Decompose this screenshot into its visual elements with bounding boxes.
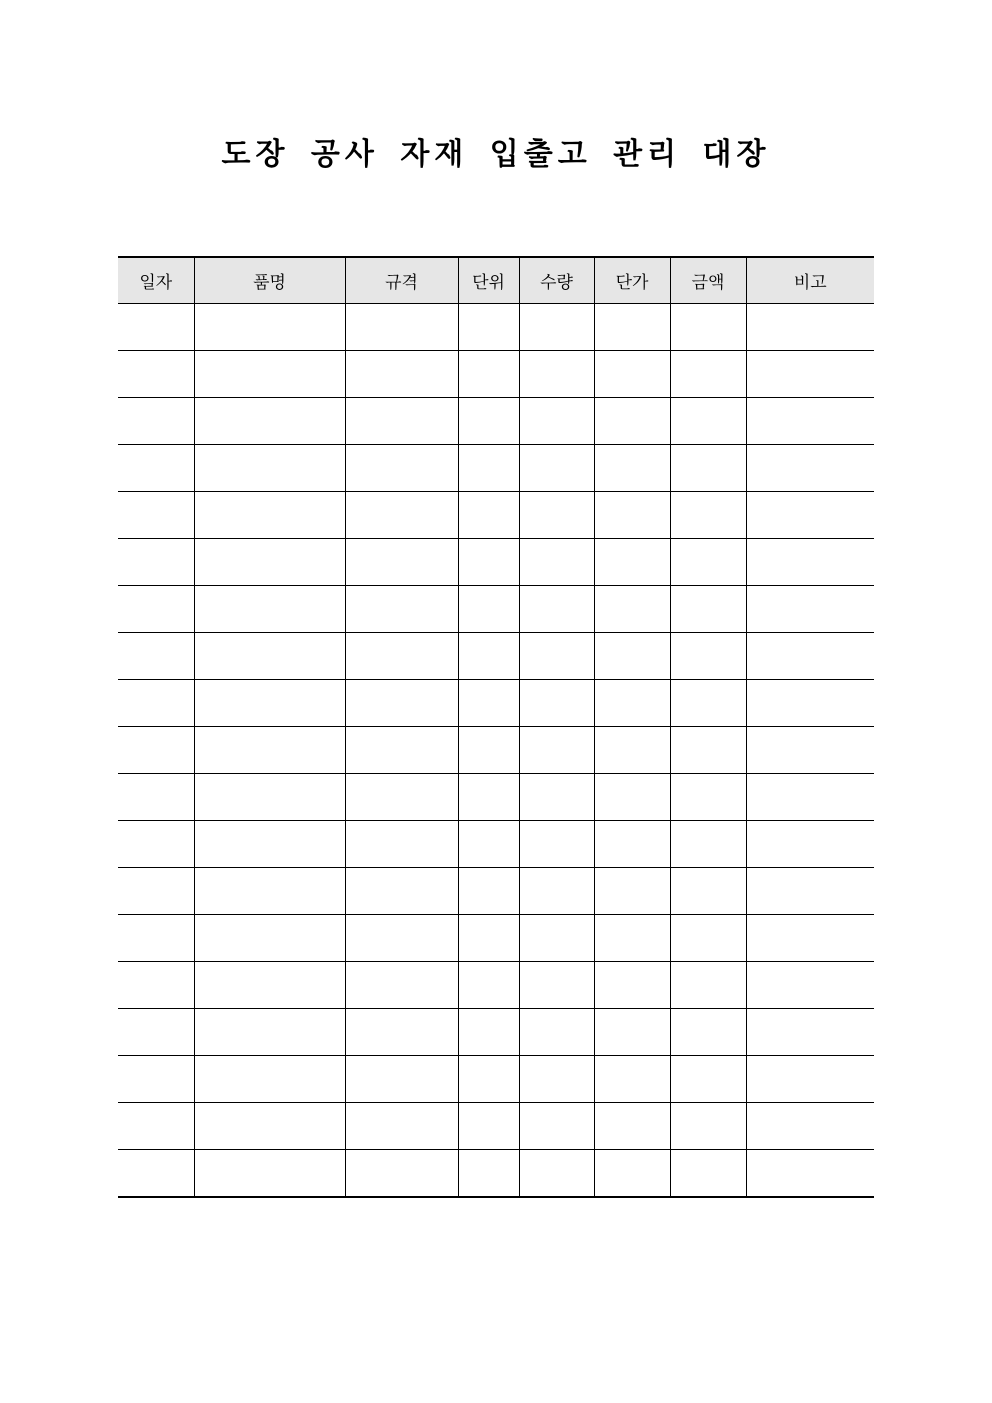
column-header-remarks: 비고 — [746, 257, 874, 304]
cell-item-name[interactable] — [194, 398, 345, 445]
column-header-quantity: 수량 — [519, 257, 594, 304]
cell-remarks[interactable] — [746, 821, 874, 868]
cell-quantity[interactable] — [519, 680, 594, 727]
cell-quantity[interactable] — [519, 774, 594, 821]
table-row — [118, 445, 874, 492]
table-row — [118, 962, 874, 1009]
table-row — [118, 1009, 874, 1056]
cell-date[interactable] — [118, 1009, 194, 1056]
cell-date[interactable] — [118, 492, 194, 539]
cell-date[interactable] — [118, 680, 194, 727]
cell-amount[interactable] — [670, 586, 746, 633]
cell-specification[interactable] — [345, 727, 458, 774]
cell-date[interactable] — [118, 868, 194, 915]
cell-date[interactable] — [118, 586, 194, 633]
cell-unit-price[interactable] — [594, 304, 670, 351]
cell-item-name[interactable] — [194, 586, 345, 633]
cell-remarks[interactable] — [746, 633, 874, 680]
cell-quantity[interactable] — [519, 868, 594, 915]
cell-remarks[interactable] — [746, 492, 874, 539]
cell-item-name[interactable] — [194, 821, 345, 868]
cell-remarks[interactable] — [746, 962, 874, 1009]
cell-unit[interactable] — [458, 586, 519, 633]
table-row — [118, 1103, 874, 1150]
cell-specification[interactable] — [345, 680, 458, 727]
cell-quantity[interactable] — [519, 727, 594, 774]
cell-quantity[interactable] — [519, 962, 594, 1009]
table-row — [118, 304, 874, 351]
table-row — [118, 1056, 874, 1103]
cell-unit-price[interactable] — [594, 774, 670, 821]
cell-unit[interactable] — [458, 868, 519, 915]
page-title: 도장 공사 자재 입출고 관리 대장 — [221, 137, 771, 172]
cell-item-name[interactable] — [194, 1103, 345, 1150]
cell-unit-price[interactable] — [594, 868, 670, 915]
cell-date[interactable] — [118, 1056, 194, 1103]
cell-quantity[interactable] — [519, 915, 594, 962]
cell-date[interactable] — [118, 351, 194, 398]
cell-specification[interactable] — [345, 633, 458, 680]
cell-specification[interactable] — [345, 445, 458, 492]
table-row — [118, 680, 874, 727]
cell-unit-price[interactable] — [594, 962, 670, 1009]
cell-remarks[interactable] — [746, 586, 874, 633]
cell-amount[interactable] — [670, 915, 746, 962]
cell-unit[interactable] — [458, 915, 519, 962]
cell-amount[interactable] — [670, 633, 746, 680]
cell-specification[interactable] — [345, 868, 458, 915]
cell-unit-price[interactable] — [594, 1009, 670, 1056]
cell-quantity[interactable] — [519, 1150, 594, 1198]
cell-unit[interactable] — [458, 304, 519, 351]
cell-unit[interactable] — [458, 962, 519, 1009]
cell-quantity[interactable] — [519, 539, 594, 586]
cell-date[interactable] — [118, 445, 194, 492]
cell-date[interactable] — [118, 915, 194, 962]
cell-amount[interactable] — [670, 398, 746, 445]
cell-item-name[interactable] — [194, 633, 345, 680]
cell-unit-price[interactable] — [594, 351, 670, 398]
cell-specification[interactable] — [345, 1150, 458, 1198]
cell-quantity[interactable] — [519, 1103, 594, 1150]
cell-amount[interactable] — [670, 492, 746, 539]
table-row — [118, 398, 874, 445]
cell-amount[interactable] — [670, 774, 746, 821]
cell-date[interactable] — [118, 1103, 194, 1150]
cell-unit[interactable] — [458, 680, 519, 727]
cell-unit-price[interactable] — [594, 680, 670, 727]
cell-specification[interactable] — [345, 774, 458, 821]
cell-unit-price[interactable] — [594, 445, 670, 492]
cell-item-name[interactable] — [194, 774, 345, 821]
cell-quantity[interactable] — [519, 351, 594, 398]
cell-unit[interactable] — [458, 1056, 519, 1103]
cell-amount[interactable] — [670, 1103, 746, 1150]
cell-unit-price[interactable] — [594, 398, 670, 445]
cell-remarks[interactable] — [746, 1103, 874, 1150]
cell-quantity[interactable] — [519, 1009, 594, 1056]
cell-unit[interactable] — [458, 539, 519, 586]
cell-amount[interactable] — [670, 445, 746, 492]
cell-date[interactable] — [118, 727, 194, 774]
cell-amount[interactable] — [670, 680, 746, 727]
column-header-item-name: 품명 — [194, 257, 345, 304]
cell-quantity[interactable] — [519, 445, 594, 492]
cell-specification[interactable] — [345, 398, 458, 445]
cell-specification[interactable] — [345, 492, 458, 539]
cell-specification[interactable] — [345, 304, 458, 351]
cell-amount[interactable] — [670, 304, 746, 351]
cell-quantity[interactable] — [519, 821, 594, 868]
cell-item-name[interactable] — [194, 1150, 345, 1198]
cell-amount[interactable] — [670, 1150, 746, 1198]
cell-specification[interactable] — [345, 351, 458, 398]
cell-item-name[interactable] — [194, 915, 345, 962]
cell-remarks[interactable] — [746, 351, 874, 398]
cell-unit-price[interactable] — [594, 586, 670, 633]
cell-remarks[interactable] — [746, 774, 874, 821]
table-row — [118, 351, 874, 398]
cell-unit-price[interactable] — [594, 1150, 670, 1198]
cell-item-name[interactable] — [194, 1056, 345, 1103]
cell-specification[interactable] — [345, 915, 458, 962]
cell-date[interactable] — [118, 962, 194, 1009]
column-header-specification: 규격 — [345, 257, 458, 304]
cell-unit[interactable] — [458, 351, 519, 398]
table-row — [118, 915, 874, 962]
cell-item-name[interactable] — [194, 680, 345, 727]
cell-quantity[interactable] — [519, 586, 594, 633]
cell-amount[interactable] — [670, 962, 746, 1009]
cell-unit[interactable] — [458, 774, 519, 821]
cell-unit[interactable] — [458, 727, 519, 774]
cell-amount[interactable] — [670, 1009, 746, 1056]
header-row — [118, 257, 874, 304]
table-row — [118, 821, 874, 868]
cell-specification[interactable] — [345, 1103, 458, 1150]
cell-item-name[interactable] — [194, 727, 345, 774]
cell-unit[interactable] — [458, 398, 519, 445]
column-header-amount: 금액 — [670, 257, 746, 304]
cell-unit-price[interactable] — [594, 539, 670, 586]
cell-unit-price[interactable] — [594, 492, 670, 539]
cell-amount[interactable] — [670, 868, 746, 915]
cell-unit[interactable] — [458, 492, 519, 539]
cell-amount[interactable] — [670, 821, 746, 868]
cell-amount[interactable] — [670, 539, 746, 586]
table-row — [118, 492, 874, 539]
cell-remarks[interactable] — [746, 727, 874, 774]
table-row — [118, 727, 874, 774]
cell-item-name[interactable] — [194, 868, 345, 915]
cell-unit[interactable] — [458, 1150, 519, 1198]
table-row — [118, 774, 874, 821]
cell-amount[interactable] — [670, 1056, 746, 1103]
column-header-unit-price: 단가 — [594, 257, 670, 304]
cell-quantity[interactable] — [519, 304, 594, 351]
cell-item-name[interactable] — [194, 962, 345, 1009]
cell-unit-price[interactable] — [594, 821, 670, 868]
cell-unit-price[interactable] — [594, 915, 670, 962]
table-row — [118, 1150, 874, 1198]
cell-amount[interactable] — [670, 727, 746, 774]
cell-specification[interactable] — [345, 821, 458, 868]
cell-unit[interactable] — [458, 821, 519, 868]
cell-specification[interactable] — [345, 539, 458, 586]
cell-date[interactable] — [118, 304, 194, 351]
cell-unit[interactable] — [458, 445, 519, 492]
cell-unit-price[interactable] — [594, 727, 670, 774]
cell-unit[interactable] — [458, 1009, 519, 1056]
cell-remarks[interactable] — [746, 868, 874, 915]
column-header-unit: 단위 — [458, 257, 519, 304]
cell-remarks[interactable] — [746, 445, 874, 492]
cell-date[interactable] — [118, 398, 194, 445]
cell-remarks[interactable] — [746, 304, 874, 351]
cell-amount[interactable] — [670, 351, 746, 398]
table-row — [118, 586, 874, 633]
ledger-table — [118, 256, 874, 1198]
cell-date[interactable] — [118, 821, 194, 868]
cell-item-name[interactable] — [194, 492, 345, 539]
cell-quantity[interactable] — [519, 1056, 594, 1103]
cell-specification[interactable] — [345, 586, 458, 633]
cell-date[interactable] — [118, 1150, 194, 1198]
cell-date[interactable] — [118, 774, 194, 821]
cell-item-name[interactable] — [194, 445, 345, 492]
cell-item-name[interactable] — [194, 539, 345, 586]
table-row — [118, 539, 874, 586]
cell-remarks[interactable] — [746, 915, 874, 962]
cell-remarks[interactable] — [746, 1056, 874, 1103]
table-row — [118, 868, 874, 915]
cell-specification[interactable] — [345, 1056, 458, 1103]
cell-item-name[interactable] — [194, 1009, 345, 1056]
table-row — [118, 633, 874, 680]
cell-specification[interactable] — [345, 1009, 458, 1056]
cell-quantity[interactable] — [519, 492, 594, 539]
cell-date[interactable] — [118, 633, 194, 680]
cell-remarks[interactable] — [746, 539, 874, 586]
cell-item-name[interactable] — [194, 304, 345, 351]
cell-remarks[interactable] — [746, 398, 874, 445]
cell-remarks[interactable] — [746, 1009, 874, 1056]
ledger-body — [118, 304, 874, 1198]
column-header-date: 일자 — [118, 257, 194, 304]
cell-unit[interactable] — [458, 1103, 519, 1150]
cell-unit-price[interactable] — [594, 1103, 670, 1150]
cell-remarks[interactable] — [746, 1150, 874, 1198]
cell-unit[interactable] — [458, 633, 519, 680]
cell-unit-price[interactable] — [594, 1056, 670, 1103]
cell-remarks[interactable] — [746, 680, 874, 727]
cell-specification[interactable] — [345, 962, 458, 1009]
cell-unit-price[interactable] — [594, 633, 670, 680]
cell-quantity[interactable] — [519, 398, 594, 445]
cell-date[interactable] — [118, 539, 194, 586]
cell-quantity[interactable] — [519, 633, 594, 680]
cell-item-name[interactable] — [194, 351, 345, 398]
